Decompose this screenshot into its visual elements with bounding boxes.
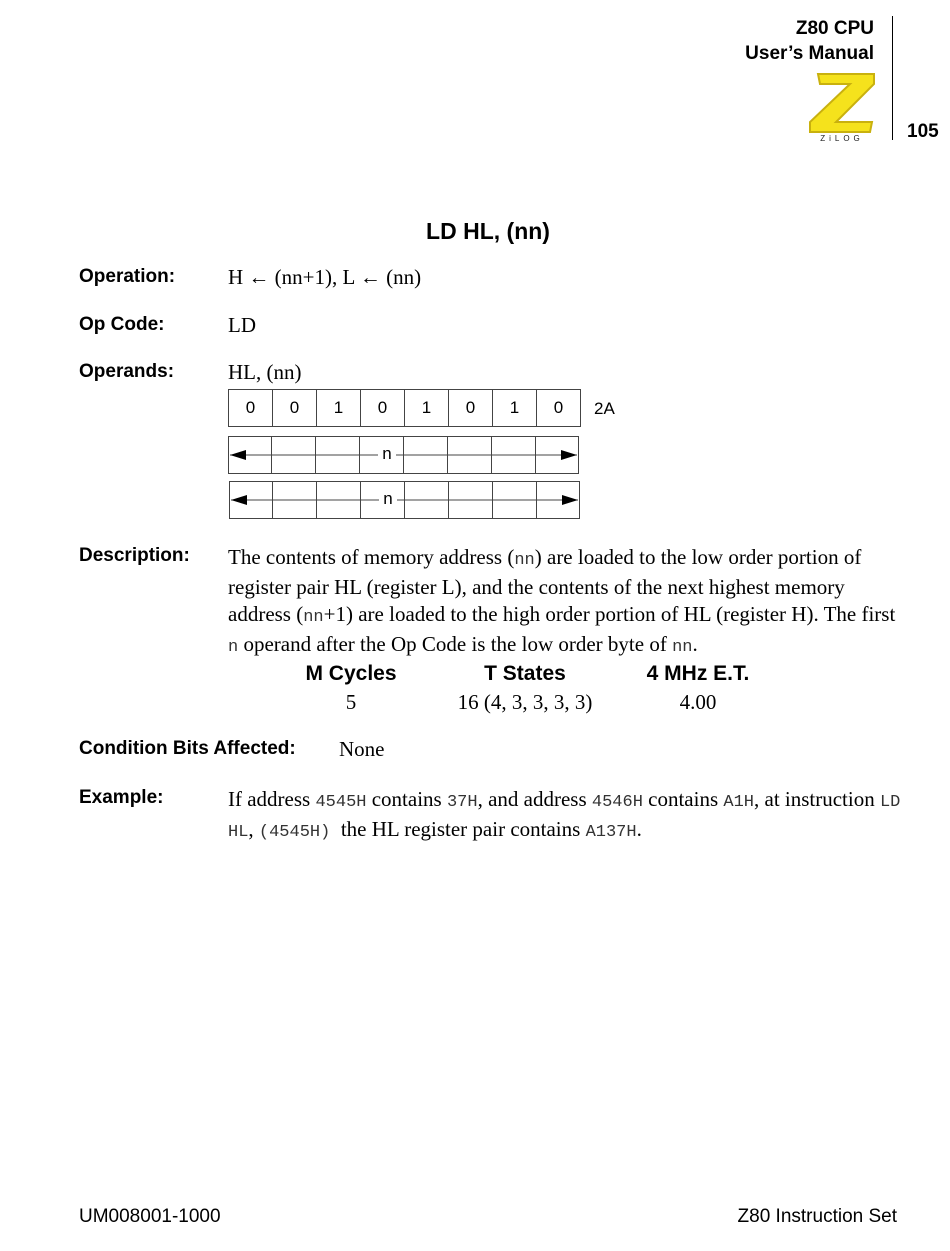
desc-text: The contents of memory address ( [228,545,515,569]
condition-bits-label: Condition Bits Affected: [79,738,296,759]
manual-title [745,16,874,66]
bit-cell: 1 [405,390,449,427]
example-text [228,786,908,846]
footer-section-title: Z80 Instruction Set [737,1206,897,1227]
desc-code: nn [514,551,535,570]
example-segment: , and address [477,787,592,811]
opcode-label: Op Code: [79,314,165,335]
example-segment: contains [366,787,447,811]
example-code: (4545H) [258,823,331,842]
example-segment: , at instruction [754,787,880,811]
bit-cell: 0 [273,390,317,427]
instruction-title: LD HL, (nn) [426,218,550,244]
example-segment: If address [228,787,316,811]
operands-value: HL, (nn) [228,360,302,384]
description-label: Description: [79,545,190,566]
description-text [228,544,908,661]
example-code: 37H [446,793,478,812]
left-arrow-icon [230,450,246,460]
right-arrow-icon [562,495,578,505]
arrow-icon: ← [359,265,381,289]
operand-byte-high [229,481,579,519]
bit-cell: 0 [537,390,581,427]
desc-text: ) are loaded to the low order portion of register pair HL (register L), and the contents of the next highest memory address ( [228,545,862,626]
example-code: LD HL [228,793,901,842]
timing-value-t-states: 16 (4, 3, 3, 3, 3) [457,690,593,714]
zilog-logo [806,70,878,142]
arrow-icon: ← [248,265,270,289]
header-divider [892,16,893,140]
timing-header-et: 4 MHz E.T. [646,662,750,685]
example-code: 4545H [315,793,367,812]
example-segment: contains [642,787,724,811]
example-label: Example: [79,787,164,808]
operation-src-h: (nn+1), [274,265,338,289]
desc-text: operand after the Op Code is the low order byte of [238,632,673,656]
example-code: A137H [585,823,637,842]
operation-label: Operation: [79,266,176,287]
example-code: 4546H [591,793,643,812]
example-segment: the HL register pair contains [330,817,586,841]
desc-code: nn [672,638,693,657]
desc-text: . [692,632,698,656]
timing-header-t-states: T States [484,662,566,685]
operation-dest-l: L [342,265,355,289]
example-segment: . [636,817,642,841]
opcode-bit-table [228,389,581,427]
manual-title-line2: User’s Manual [745,43,874,64]
bit-cell: 1 [493,390,537,427]
desc-code: nn [303,608,324,627]
footer-doc-number: UM008001-1000 [79,1206,221,1227]
operand-byte-label: n [378,444,396,464]
timing-value-m-cycles: 5 [345,690,357,714]
desc-code: n [228,638,239,657]
opcode-value: LD [228,313,256,337]
opcode-hex: 2A [594,399,615,418]
operation-value [228,265,421,290]
timing-header-m-cycles: M Cycles [305,662,397,685]
logo-wordmark: ZiLOG [820,134,864,142]
left-arrow-icon [231,495,247,505]
example-code: A1H [723,793,754,812]
operation-dest-h: H [228,265,244,289]
manual-title-line1: Z80 CPU [795,18,874,39]
operation-src-l: (nn) [386,265,422,289]
bit-cell: 1 [317,390,361,427]
operand-byte-low [228,436,578,474]
bit-cell: 0 [361,390,405,427]
bit-cell: 0 [449,390,493,427]
bit-cell: 0 [229,390,273,427]
operands-label: Operands: [79,361,175,382]
desc-text: +1) are loaded to the high order portion of HL (register H). The first [323,602,896,626]
page-number: 105 [907,121,939,142]
condition-bits-value: None [339,737,385,761]
example-segment: , [248,817,259,841]
timing-value-et: 4.00 [679,690,717,714]
right-arrow-icon [561,450,577,460]
operand-byte-label: n [379,489,397,509]
